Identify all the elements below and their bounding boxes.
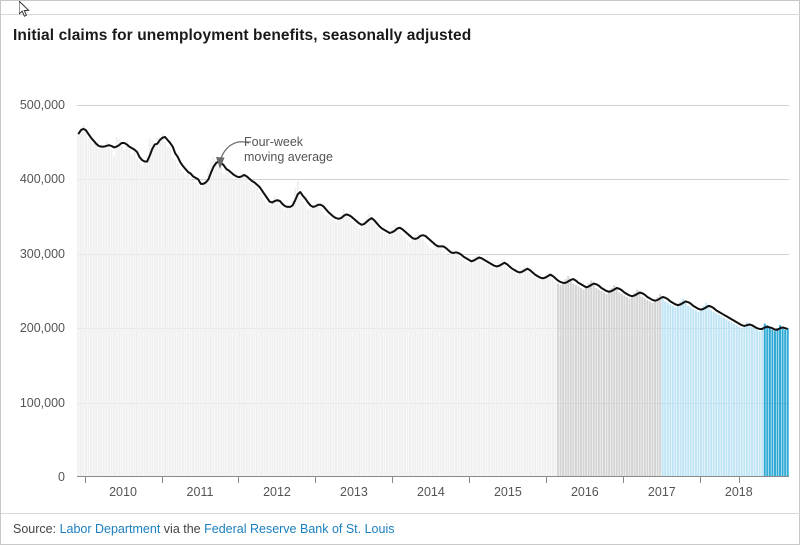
- x-tick-mark: [623, 477, 624, 483]
- x-tick-mark: [469, 477, 470, 483]
- x-tick-label: 2011: [186, 485, 214, 499]
- x-tick-mark: [392, 477, 393, 483]
- x-tick-mark: [700, 477, 701, 483]
- y-axis-labels: [1, 98, 73, 484]
- x-tick-label: 2018: [724, 485, 753, 499]
- x-tick-label: 2013: [340, 485, 368, 499]
- x-tick-label: 2016: [570, 485, 599, 499]
- x-tick-mark: [315, 477, 316, 483]
- x-tick-mark: [739, 477, 740, 483]
- chart-series: [77, 105, 789, 477]
- annotation-line-2: moving average: [244, 150, 333, 164]
- mouse-cursor-icon: [19, 1, 31, 19]
- top-divider: [1, 14, 800, 15]
- bottom-divider: [1, 513, 800, 514]
- plot-area: [77, 105, 789, 477]
- page-title: Initial claims for unemployment benefits, seasonally adjusted: [13, 27, 472, 44]
- y-tick-label: 0: [58, 470, 65, 484]
- x-tick-label: 2014: [417, 485, 445, 499]
- x-tick-mark: [162, 477, 163, 483]
- x-tick-mark: [546, 477, 547, 483]
- source-middle: via the: [160, 522, 205, 536]
- annotation-line-1: Four-week: [244, 135, 304, 149]
- source-link-labor-department[interactable]: Labor Department: [59, 522, 161, 536]
- y-tick-label: 200,000: [19, 321, 65, 336]
- x-tick-mark: [85, 477, 86, 483]
- x-tick-mark: [238, 477, 239, 483]
- x-tick-label: 2012: [263, 485, 291, 499]
- source-prefix: Source:: [13, 522, 60, 536]
- y-tick-label: 100,000: [19, 395, 65, 410]
- y-tick-label: 300,000: [19, 246, 65, 261]
- x-tick-label: 2017: [647, 485, 676, 499]
- source-note: [13, 522, 394, 536]
- annotation-label: [244, 135, 333, 165]
- y-tick-label: 500,000: [19, 98, 65, 112]
- x-tick-label: 2010: [109, 485, 137, 499]
- x-axis-labels: [77, 477, 789, 507]
- source-link-fred[interactable]: Federal Reserve Bank of St. Louis: [204, 522, 395, 536]
- y-tick-label: 400,000: [19, 172, 65, 187]
- x-tick-label: 2015: [493, 485, 522, 499]
